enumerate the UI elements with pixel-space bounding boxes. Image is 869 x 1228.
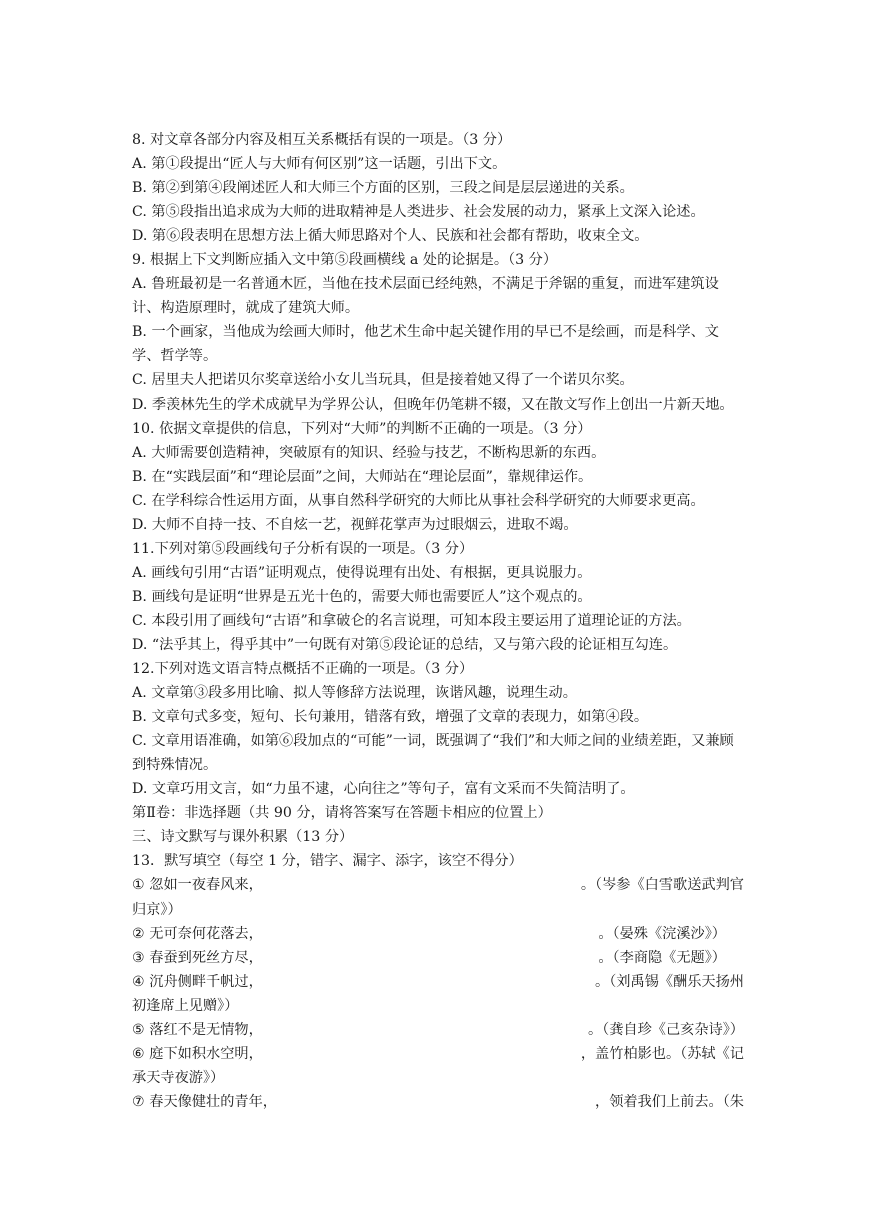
q11-option-b: B. 画线句是证明“世界是五光十色的，需要大师也需要匠人”这个观点的。	[132, 588, 592, 605]
fill-source-continued: 承天寺夜游》）	[132, 1069, 225, 1086]
fill-text: 春蚕到死丝方尽，	[149, 949, 263, 966]
fill-source: ，领着我们上前去。（朱	[595, 1093, 744, 1110]
fill-item-5	[132, 1018, 744, 1042]
answer-blank[interactable]	[263, 970, 595, 994]
fill-number: ②	[132, 925, 145, 942]
fill-text: 落红不是无情物，	[149, 1021, 263, 1038]
answer-blank[interactable]	[263, 946, 599, 970]
fill-source-continued: 归京》）	[132, 901, 182, 918]
fill-item-3	[132, 946, 744, 970]
fill-number: ④	[132, 973, 145, 990]
fill-number: ⑤	[132, 1021, 145, 1038]
question-10-stem: 10. 依据文章提供的信息，下列对“大师”的判断不正确的一项是。（3 分）	[132, 420, 592, 437]
fill-text: 春天像健壮的青年，	[149, 1093, 277, 1110]
fill-source: 。（晏殊《浣溪沙》）	[598, 925, 726, 942]
fill-item-4	[132, 970, 744, 994]
q9-option-b: B. 一个画家，当他成为绘画大师时，他艺术生命中起关键作用的早已不是绘画，而是科学、文学、哲学等。	[132, 324, 719, 365]
fill-number: ③	[132, 949, 145, 966]
fill-item-1	[132, 873, 744, 897]
q8-option-b: B. 第②到第④段阐述匠人和大师三个方面的区别，三段之间是层层递进的关系。	[132, 180, 634, 197]
fill-number: ⑥	[132, 1045, 145, 1062]
q10-option-b: B. 在“实践层面”和“理论层面”之间，大师站在“理论层面”，靠规律运作。	[132, 468, 593, 485]
q12-option-c: C. 文章用语准确，如第⑥段加点的“可能”一词，既强调了“我们”和大师之间的业绩差距，又兼顾到特殊情况。	[132, 733, 734, 774]
answer-blank[interactable]	[263, 1018, 588, 1042]
answer-blank[interactable]	[263, 873, 581, 897]
q10-option-a: A. 大师需要创造精神，突破原有的知识、经验与技艺，不断构思新的东西。	[132, 444, 606, 461]
question-12-stem: 12.下列对选文语言特点概括不正确的一项是。（3 分）	[132, 661, 474, 678]
q10-option-c: C. 在学科综合性运用方面，从事自然科学研究的大师比从事社会科学研究的大师要求更高。	[132, 492, 705, 509]
fill-item-2	[132, 922, 744, 946]
fill-number: ①	[132, 877, 145, 894]
fill-text: 忽如一夜春风来，	[149, 877, 263, 894]
fill-text: 无可奈何花落去，	[149, 925, 263, 942]
q11-option-d: D. “法乎其上，得乎其中”一句既有对第⑤段论证的总结，又与第六段的论证相互勾连。	[132, 636, 678, 653]
q12-option-b: B. 文章句式多变，短句、长句兼用，错落有致，增强了文章的表现力，如第④段。	[132, 709, 649, 726]
section-header: 第Ⅱ卷：非选择题（共 90 分，请将答案写在答题卡相应的位置上）	[132, 805, 552, 822]
q8-option-a: A. 第①段提出“匠人与大师有何区别”这一话题，引出下文。	[132, 156, 507, 173]
fill-text: 庭下如积水空明，	[149, 1045, 263, 1062]
q9-option-d: D. 季羡林先生的学术成就早为学界公认，但晚年仍笔耕不辍，又在散文写作上创出一片新天地。	[132, 396, 734, 413]
question-9-stem: 9. 根据上下文判断应插入文中第⑤段画横线 a 处的论据是。（3 分）	[132, 252, 558, 269]
fill-source-continued: 初逢席上见赠》）	[132, 997, 239, 1014]
part-three-heading: 三、诗文默写与课外积累（13 分）	[132, 829, 354, 846]
fill-item-7	[132, 1090, 744, 1114]
q11-option-a: A. 画线句引用“古语”证明观点，使得说理有出处、有根据，更具说服力。	[132, 564, 592, 581]
question-8-stem: 8. 对文章各部分内容及相互关系概括有误的一项是。（3 分）	[132, 132, 512, 148]
q10-option-d: D. 大师不自持一技、不自炫一艺，视鲜花掌声为过眼烟云，进取不竭。	[132, 516, 578, 533]
q8-option-c: C. 第⑤段指出追求成为大师的进取精神是人类进步、社会发展的动力，紧承上文深入论述。	[132, 204, 705, 221]
q11-option-c: C. 本段引用了画线句“古语”和拿破仑的名言说理，可知本段主要运用了道理论证的方法。	[132, 612, 691, 629]
answer-blank[interactable]	[263, 922, 599, 946]
question-11-stem: 11.下列对第⑤段画线句子分析有误的一项是。（3 分）	[132, 540, 474, 557]
q12-option-d: D. 文章巧用文言，如“力虽不逮，心向往之”等句子，富有文采而不失简洁明了。	[132, 781, 635, 798]
q12-option-a: A. 文章第③段多用比喻、拟人等修辞方法说理，诙谐风趣，说理生动。	[132, 685, 577, 702]
fill-source: 。（岑参《白雪歌送武判官	[580, 877, 744, 894]
fill-source: 。（李商隐《无题》）	[598, 949, 726, 966]
question-13-stem: 13．默写填空（每空 1 分，错字、漏字、添字，该空不得分）	[132, 853, 523, 870]
q9-option-a: A. 鲁班最初是一名普通木匠，当他在技术层面已经纯熟，不满足于斧锯的重复，而进军建筑设计、构造原理时，就成了建筑大师。	[132, 276, 719, 317]
fill-text: 沉舟侧畔千帆过，	[149, 973, 263, 990]
fill-source: ，盖竹柏影也。（苏轼《记	[580, 1045, 744, 1062]
fill-item-6	[132, 1042, 744, 1066]
q8-option-d: D. 第⑥段表明在思想方法上循大师思路对个人、民族和社会都有帮助，收束全文。	[132, 228, 649, 245]
q9-option-c: C. 居里夫人把诺贝尔奖章送给小女儿当玩具，但是接着她又得了一个诺贝尔奖。	[132, 372, 634, 389]
answer-blank[interactable]	[277, 1090, 595, 1114]
fill-number: ⑦	[132, 1093, 145, 1110]
fill-source: 。（刘禹锡《酬乐天扬州	[595, 973, 744, 990]
fill-source: 。（龚自珍《己亥杂诗》）	[587, 1021, 744, 1038]
answer-blank[interactable]	[263, 1042, 581, 1066]
